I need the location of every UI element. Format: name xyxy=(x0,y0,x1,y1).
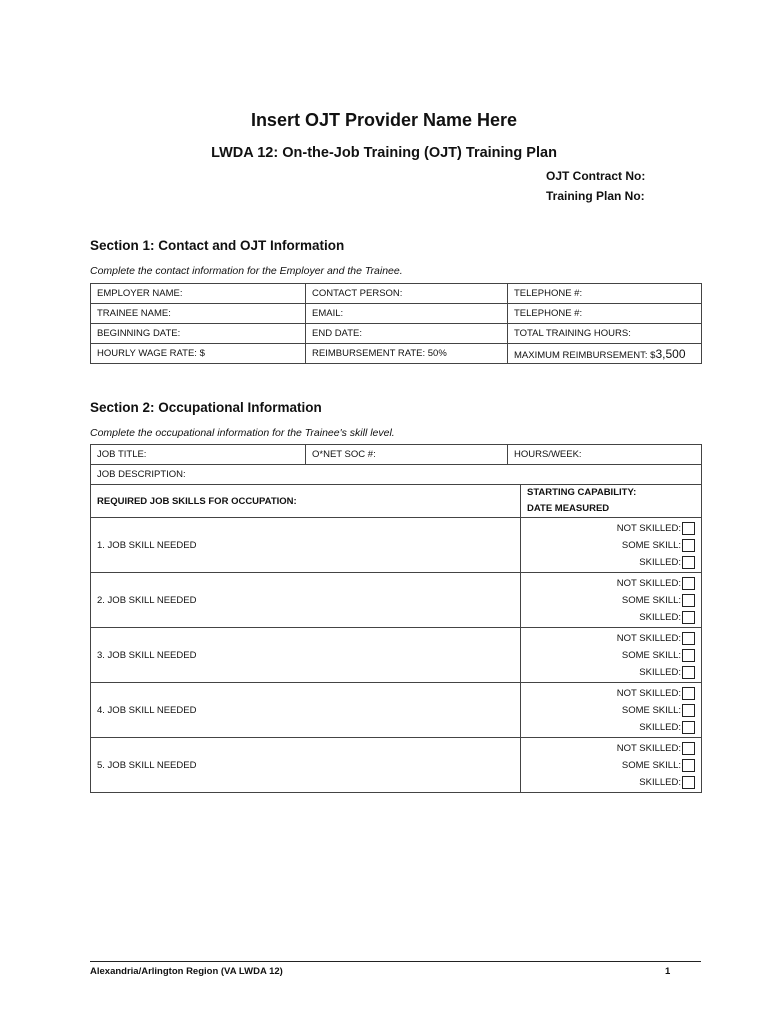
maximum-reimbursement-value: 3,500 xyxy=(655,346,686,361)
beginning-date-cell[interactable]: BEGINNING DATE: xyxy=(91,324,306,344)
skill-level-option xyxy=(527,686,695,703)
table-row xyxy=(91,485,702,518)
reimbursement-rate-cell[interactable]: REIMBURSEMENT RATE: 50% xyxy=(306,344,508,364)
table-row xyxy=(91,573,702,628)
skill-level-checkbox[interactable] xyxy=(682,666,695,679)
skill-level-checkbox[interactable] xyxy=(682,687,695,700)
skill-level-label: SOME SKILL: xyxy=(621,595,681,606)
skill-level-label: SKILLED: xyxy=(639,612,681,623)
required-skills-header: REQUIRED JOB SKILLS FOR OCCUPATION: xyxy=(91,485,521,518)
skill-level-option xyxy=(527,665,695,682)
skill-level-checkbox[interactable] xyxy=(682,594,695,607)
skill-level-label: SKILLED: xyxy=(639,722,681,733)
skill-level-label: NOT SKILLED: xyxy=(616,578,681,589)
employer-telephone-cell[interactable]: TELEPHONE #: xyxy=(508,284,702,304)
maximum-reimbursement-label: MAXIMUM REIMBURSEMENT: $ xyxy=(514,349,656,361)
skill-level-option xyxy=(527,631,695,648)
skill-level-option xyxy=(527,538,695,555)
section1-heading: Section 1: Contact and OJT Information xyxy=(90,238,345,253)
table-row xyxy=(91,344,702,364)
job-skill-cell[interactable]: 4. JOB SKILL NEEDED xyxy=(91,683,521,738)
table-row xyxy=(91,465,702,485)
skill-level-checkbox[interactable] xyxy=(682,556,695,569)
footer-region: Alexandria/Arlington Region (VA LWDA 12) xyxy=(90,966,283,977)
skill-level-checkbox[interactable] xyxy=(682,742,695,755)
skill-level-label: NOT SKILLED: xyxy=(616,743,681,754)
job-skill-cell[interactable]: 3. JOB SKILL NEEDED xyxy=(91,628,521,683)
hours-week-cell[interactable]: HOURS/WEEK: xyxy=(508,445,702,465)
skill-level-checkbox[interactable] xyxy=(682,522,695,535)
table-row xyxy=(91,518,702,573)
skill-level-option xyxy=(527,521,695,538)
skill-level-cell xyxy=(521,628,702,683)
skill-level-label: NOT SKILLED: xyxy=(616,523,681,534)
skill-level-checkbox[interactable] xyxy=(682,759,695,772)
skill-level-checkbox[interactable] xyxy=(682,776,695,789)
job-skill-cell[interactable]: 1. JOB SKILL NEEDED xyxy=(91,518,521,573)
skill-level-option xyxy=(527,648,695,665)
job-title-cell[interactable]: JOB TITLE: xyxy=(91,445,306,465)
skill-level-label: SKILLED: xyxy=(639,777,681,788)
table-row xyxy=(91,324,702,344)
section2-note: Complete the occupational information for the Trainee's skill level. xyxy=(90,427,395,439)
skill-level-label: SOME SKILL: xyxy=(621,760,681,771)
skill-level-option xyxy=(527,610,695,627)
skill-level-cell xyxy=(521,738,702,793)
starting-capability-label: STARTING CAPABILITY: xyxy=(527,487,637,498)
skill-level-option xyxy=(527,593,695,610)
table-row xyxy=(91,628,702,683)
table-row xyxy=(91,304,702,324)
section1-note: Complete the contact information for the Employer and the Trainee. xyxy=(90,265,403,277)
table-row xyxy=(91,738,702,793)
page-number: 1 xyxy=(665,966,671,977)
skill-level-label: SOME SKILL: xyxy=(621,540,681,551)
skill-level-checkbox[interactable] xyxy=(682,632,695,645)
job-skill-cell[interactable]: 2. JOB SKILL NEEDED xyxy=(91,573,521,628)
maximum-reimbursement-cell[interactable] xyxy=(508,344,702,364)
skill-level-cell xyxy=(521,683,702,738)
skill-level-label: SKILLED: xyxy=(639,557,681,568)
email-cell[interactable]: EMAIL: xyxy=(306,304,508,324)
provider-name: Insert OJT Provider Name Here xyxy=(250,110,518,130)
plan-title: LWDA 12: On-the-Job Training (OJT) Training Plan xyxy=(211,145,557,161)
skill-level-option xyxy=(527,555,695,572)
onet-soc-cell[interactable]: O*NET SOC #: xyxy=(306,445,508,465)
skill-level-checkbox[interactable] xyxy=(682,577,695,590)
skill-level-cell xyxy=(521,573,702,628)
trainee-name-cell[interactable]: TRAINEE NAME: xyxy=(91,304,306,324)
skill-level-checkbox[interactable] xyxy=(682,539,695,552)
skill-level-cell xyxy=(521,518,702,573)
total-training-hours-cell[interactable]: TOTAL TRAINING HOURS: xyxy=(508,324,702,344)
skill-level-checkbox[interactable] xyxy=(682,649,695,662)
date-measured-label: DATE MEASURED xyxy=(527,503,610,514)
trainee-telephone-cell[interactable]: TELEPHONE #: xyxy=(508,304,702,324)
contact-table xyxy=(90,283,702,364)
table-row xyxy=(91,284,702,304)
training-plan-no-label: Training Plan No: xyxy=(546,189,645,203)
occupation-table xyxy=(90,444,702,793)
skill-level-checkbox[interactable] xyxy=(682,611,695,624)
table-row xyxy=(91,683,702,738)
skill-level-option xyxy=(527,741,695,758)
skill-level-checkbox[interactable] xyxy=(682,704,695,717)
hourly-wage-rate-cell[interactable]: HOURLY WAGE RATE: $ xyxy=(91,344,306,364)
skill-level-option xyxy=(527,720,695,737)
skill-level-option xyxy=(527,576,695,593)
skill-level-option xyxy=(527,703,695,720)
table-row xyxy=(91,445,702,465)
section2-heading: Section 2: Occupational Information xyxy=(90,400,322,415)
employer-name-cell[interactable]: EMPLOYER NAME: xyxy=(91,284,306,304)
skill-level-checkbox[interactable] xyxy=(682,721,695,734)
contact-person-cell[interactable]: CONTACT PERSON: xyxy=(306,284,508,304)
skill-level-label: SOME SKILL: xyxy=(621,705,681,716)
contract-no-label: OJT Contract No: xyxy=(546,169,646,183)
starting-capability-header xyxy=(521,485,702,518)
end-date-cell[interactable]: END DATE: xyxy=(306,324,508,344)
job-description-cell[interactable]: JOB DESCRIPTION: xyxy=(91,465,702,485)
skill-level-option xyxy=(527,758,695,775)
skill-level-option xyxy=(527,775,695,792)
skill-level-label: SOME SKILL: xyxy=(621,650,681,661)
skill-level-label: NOT SKILLED: xyxy=(616,633,681,644)
job-skill-cell[interactable]: 5. JOB SKILL NEEDED xyxy=(91,738,521,793)
skill-level-label: SKILLED: xyxy=(639,667,681,678)
skill-level-label: NOT SKILLED: xyxy=(616,688,681,699)
footer-divider xyxy=(90,961,701,962)
